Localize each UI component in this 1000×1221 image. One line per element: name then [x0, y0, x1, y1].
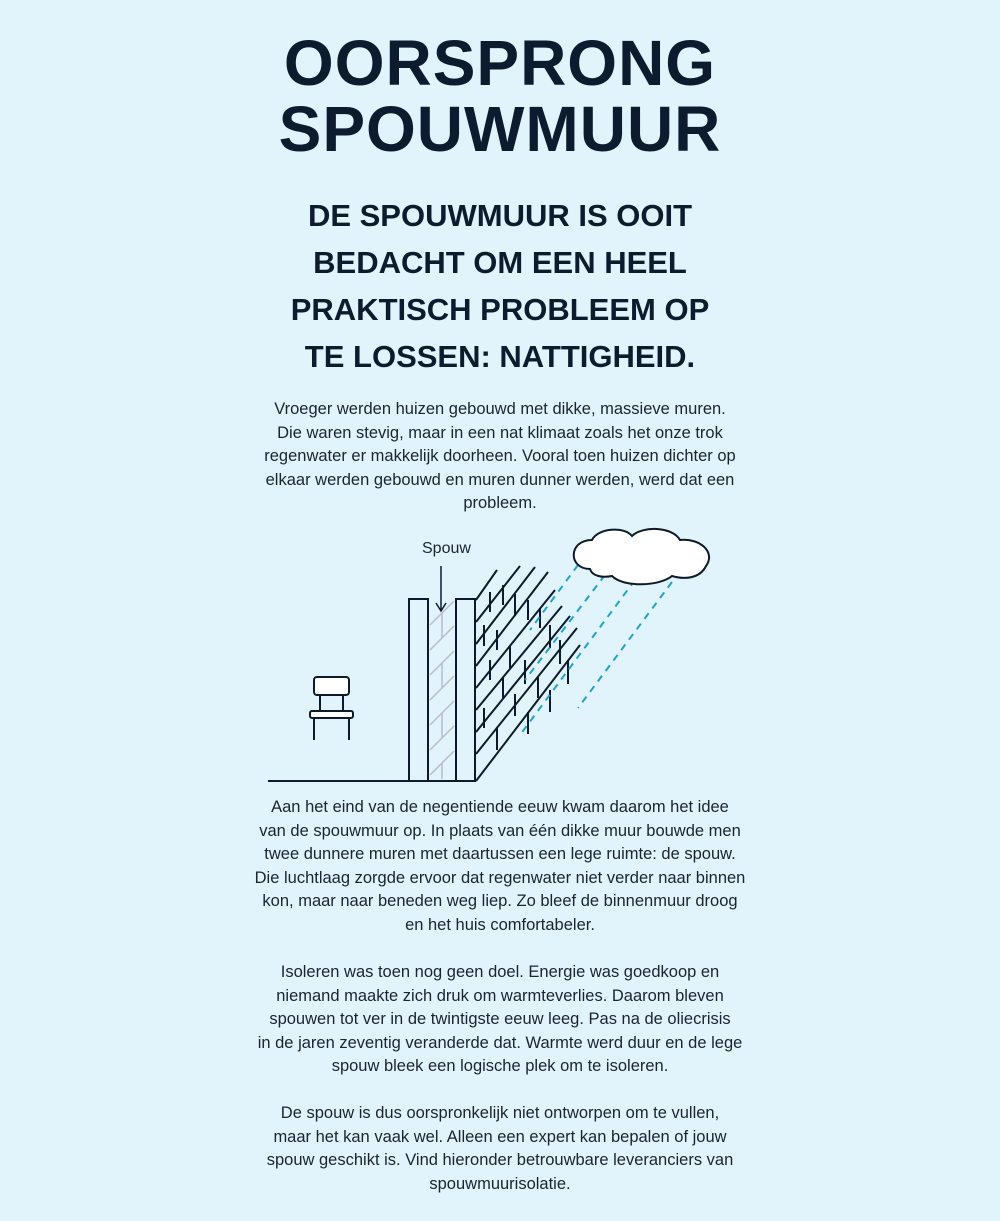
- subtitle-line: BEDACHT OM EEN HEEL: [313, 245, 687, 280]
- paragraph-line: probleem.: [463, 494, 537, 512]
- cloud-icon: [574, 529, 709, 584]
- paragraph-line: in de jaren zeventig veranderde dat. Warmte werd duur en de lege: [257, 1033, 743, 1052]
- paragraph-line: spouw geschikt is. Vind hieronder betrouwbare leveranciers van: [266, 1151, 734, 1169]
- paragraph-line: van de spouwmuur op. In plaats van één dikke muur bouwde men: [259, 821, 741, 840]
- paragraph-line: niemand maakte zich druk om warmteverlies. Daarom bleven: [276, 986, 724, 1005]
- wall-icon: [268, 599, 476, 781]
- paragraph-line: regenwater er makkelijk doorheen. Vooral toen huizen dichter op: [264, 447, 736, 465]
- spouw-label: Spouw: [422, 540, 471, 557]
- history-paragraph: [230, 796, 770, 937]
- paragraph-line: kon, maar naar beneden weg liep. Zo bleef de binnenmuur droog: [262, 892, 738, 910]
- paragraph-line: spouw bleek een logische plek om te isoleren.: [331, 1057, 669, 1075]
- paragraph-line: Vroeger werden huizen gebouwd met dikke, massieve muren.: [274, 400, 726, 418]
- paragraph-line: Isoleren was toen nog geen doel. Energie was goedkoop en: [280, 963, 720, 981]
- paragraph-line: spouwen tot ver in de twintigste eeuw leeg. Pas na de oliecrisis: [269, 1010, 731, 1028]
- paragraph-line: en het huis comfortabeler.: [405, 915, 595, 934]
- cavity-hatch: [430, 601, 454, 779]
- subtitle-line: PRAKTISCH PROBLEEM OP: [290, 292, 710, 327]
- conclusion-paragraph: [230, 1102, 770, 1196]
- paragraph-line: Aan het eind van de negentiende eeuw kwam daarom het idee: [271, 798, 729, 816]
- inner-wall: [409, 599, 428, 781]
- title-line: SPOUWMUUR: [278, 93, 722, 165]
- arrow-down-icon: [436, 566, 446, 611]
- title-line: OORSPRONG: [283, 27, 717, 99]
- insulation-paragraph: [230, 961, 770, 1079]
- outer-wall: [456, 599, 475, 781]
- paragraph-line: maar het kan vaak wel. Alleen een expert kan bepalen of jouw: [273, 1127, 727, 1146]
- subtitle-line: DE SPOUWMUUR IS OOIT: [307, 198, 693, 233]
- subtitle-line: TE LOSSEN: NATTIGHEID.: [304, 339, 696, 374]
- paragraph-line: spouwmuurisolatie.: [429, 1174, 571, 1193]
- paragraph-line: twee dunnere muren met daartussen een lege ruimte: de spouw.: [264, 845, 736, 863]
- paragraph-line: De spouw is dus oorspronkelijk niet ontworpen om te vullen,: [280, 1104, 720, 1122]
- paragraph-line: Die waren stevig, maar in een nat klimaat zoals het onze trok: [277, 423, 723, 442]
- chair-icon: [310, 677, 353, 740]
- paragraph-line: Die luchtlaag zorgde ervoor dat regenwater niet verder naar binnen: [254, 868, 746, 887]
- paragraph-line: elkaar werden gebouwd en muren dunner werden, werd dat een: [265, 470, 735, 489]
